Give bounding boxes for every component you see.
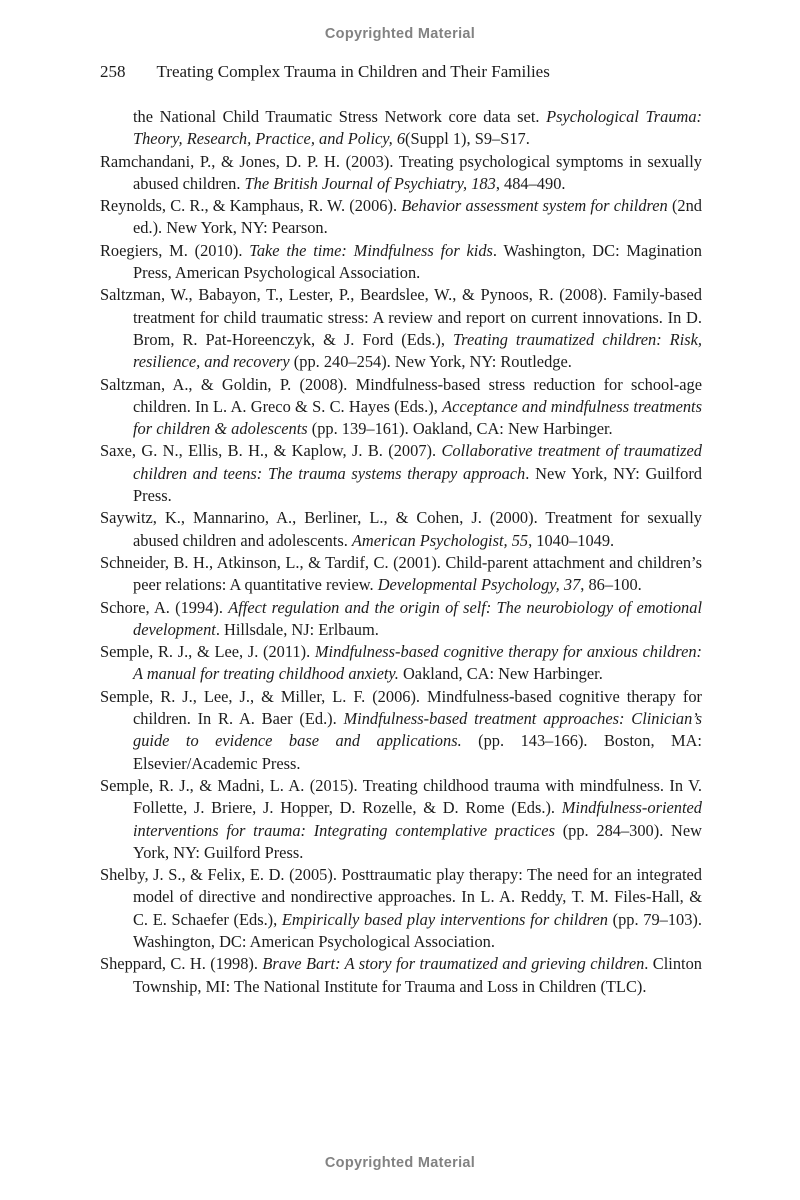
running-head: Treating Complex Trauma in Children and Their Families	[156, 62, 550, 81]
reference-entry: Saltzman, A., & Goldin, P. (2008). Mindfulness-based stress reduction for school-age children. In L. A. Greco & S. C. Hayes (Eds.), Acceptance and mindfulness treatments for children & adolescents (pp. 139–161). Oakland, CA: New Harbinger.	[100, 374, 702, 439]
reference-entry: Schneider, B. H., Atkinson, L., & Tardif, C. (2001). Child-parent attachment and children’s peer relations: A quantitative review. Developmental Psychology, 37, 86–100.	[100, 552, 702, 595]
reference-entry: Saltzman, W., Babayon, T., Lester, P., Beardslee, W., & Pynoos, R. (2008). Family-based treatment for child traumatic stress: A review and report on current innovations. In D. Brom, R. Pat-Horeenczyk, & J. Ford (Eds.), Treating traumatized children: Risk, resilience, and recovery (pp. 240–254). New York, NY: Routledge.	[100, 285, 702, 372]
reference-entry: Semple, R. J., & Madni, L. A. (2015). Treating childhood trauma with mindfulness. In V. Follette, J. Briere, J. Hopper, D. Rozelle, & D. Rome (Eds.). Mindfulness-oriented interventions for trauma: Integrating contemplative practices (pp. 284–300). New York, NY: Guilford Press.	[100, 775, 702, 862]
reference-entry: Roegiers, M. (2010). Take the time: Mindfulness for kids. Washington, DC: Magination Press, American Psychological Association.	[100, 240, 702, 283]
reference-entry: Shelby, J. S., & Felix, E. D. (2005). Posttraumatic play therapy: The need for an integrated model of directive and nondirective approaches. In L. A. Reddy, T. M. Files-Hall, & C. E. Schaefer (Eds.), Empirically based play interventions for children (pp. 79–103). Washington, DC: American Psychological Association.	[100, 865, 702, 951]
reference-entry: Semple, R. J., Lee, J., & Miller, L. F. (2006). Mindfulness-based cognitive therapy for children. In R. A. Baer (Ed.). Mindfulness-based treatment approaches: Clinician’s guide to evidence base and applications. (pp. 143–166). Boston, MA: Elsevier/Academic Press.	[100, 686, 703, 773]
reference-entry: Saywitz, K., Mannarino, A., Berliner, L., & Cohen, J. (2000). Treatment for sexually abused children and adolescents. American Psychologist, 55, 1040–1049.	[100, 508, 702, 550]
reference-entry: Reynolds, C. R., & Kamphaus, R. W. (2006). Behavior assessment system for children (2nd ed.). New York, NY: Pearson.	[100, 196, 702, 238]
reference-entry: Saxe, G. N., Ellis, B. H., & Kaplow, J. B. (2007). Collaborative treatment of traumatized children and teens: The trauma systems therapy approach. New York, NY: Guilford Press.	[100, 441, 702, 506]
reference-entry: Sheppard, C. H. (1998). Brave Bart: A story for traumatized and grieving children. Clinton Township, MI: The National Institute for Trauma and Loss in Children (TLC).	[100, 954, 702, 996]
copyright-notice-top: Copyrighted Material	[324, 26, 476, 42]
reference-entry: the National Child Traumatic Stress Network core data set. Psychological Trauma: Theory, Research, Practice, and Policy, 6(Suppl 1), S9–S17.	[133, 107, 702, 149]
references-list	[100, 106, 702, 998]
copyright-notice-bottom: Copyrighted Material	[324, 1155, 476, 1171]
page-number: 258	[100, 62, 126, 81]
reference-entry: Schore, A. (1994). Affect regulation and the origin of self: The neurobiology of emotional development. Hillsdale, NJ: Erlbaum.	[100, 597, 702, 639]
reference-entry: Ramchandani, P., & Jones, D. P. H. (2003). Treating psychological symptoms in sexually abused children. The British Journal of Psychiatry, 183, 484–490.	[100, 151, 702, 193]
reference-entry: Semple, R. J., & Lee, J. (2011). Mindfulness-based cognitive therapy for anxious children: A manual for treating childhood anxiety. Oakland, CA: New Harbinger.	[100, 642, 703, 684]
page-header	[100, 62, 702, 82]
